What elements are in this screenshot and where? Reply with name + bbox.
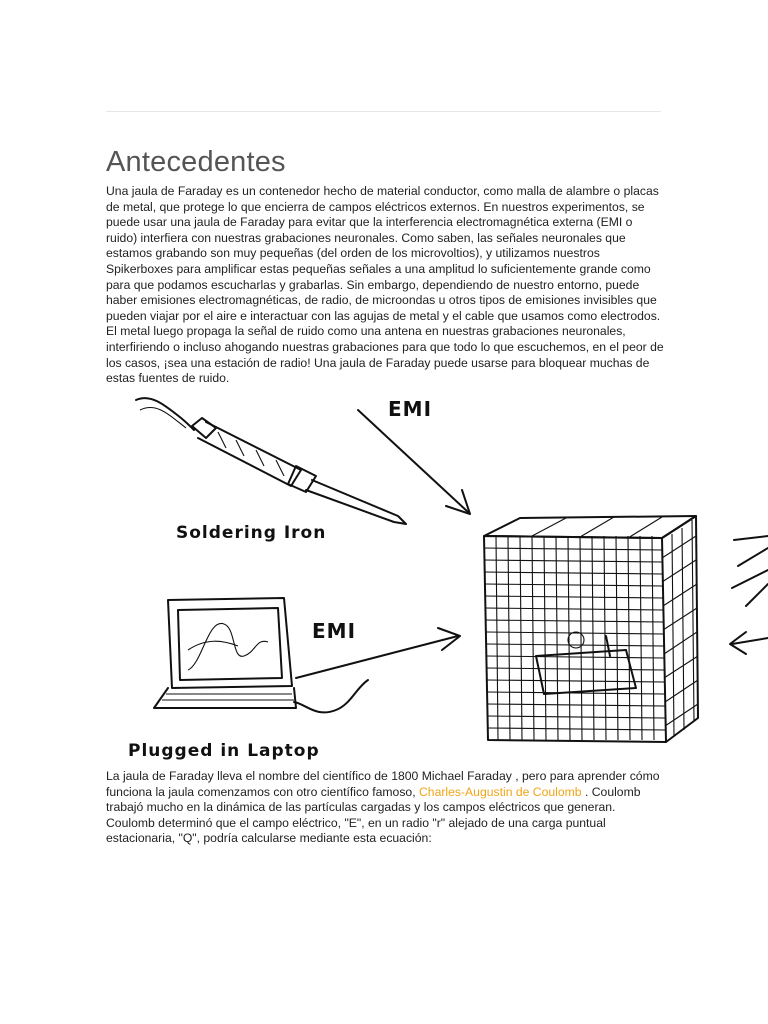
- illustration-svg: [106, 388, 768, 768]
- coulomb-link[interactable]: Charles-Augustin de Coulomb: [418, 784, 582, 799]
- laptop-drawing: [154, 598, 368, 712]
- faraday-cage-drawing: [484, 516, 698, 742]
- coulomb-paragraph: [106, 769, 664, 847]
- label-emi-top: EMI: [388, 397, 433, 421]
- right-edge-partial-drawing: [730, 536, 768, 654]
- label-plugged-laptop: Plugged in Laptop: [128, 741, 320, 761]
- paragraph-text-after-link: . Coulomb trabajó mucho en la dinámica de las partículas cargadas y los campos eléctricos que generan. Coulomb determinó que el campo eléctrico, "E", en un radio "r" alejado de una carga puntual estacionaria, "Q", podría calcularse mediante esta ecuación:: [106, 784, 641, 846]
- paragraph-text-before-link: La jaula de Faraday lleva el nombre del científico de 1800 Michael Faraday , pero para aprender cómo funciona la jaula comenzamos con otro científico famoso,: [106, 769, 660, 799]
- page-title: Antecedentes: [106, 146, 286, 178]
- top-divider: [106, 111, 661, 112]
- emi-arrow-top: [358, 410, 470, 514]
- label-soldering-iron: Soldering Iron: [176, 523, 327, 543]
- faraday-cage-illustration: [106, 388, 768, 768]
- label-emi-mid: EMI: [312, 619, 357, 643]
- intro-paragraph: Una jaula de Faraday es un contenedor hecho de material conductor, como malla de alambre o placas de metal, que protege lo que encierra de campos eléctricos externos. En nuestros experimentos, se puede usar una jaula de Faraday para evitar que la interferencia electromagnética externa (EMI o ruido) interfiera con nuestras grabaciones neuronales. Como saben, las señales neuronales que estamos grabando son muy pequeñas (del orden de los microvoltios), y utilizamos nuestros Spikerboxes para amplificar estas pequeñas señales a una amplitud lo suficientemente grande como para que podamos escucharlas y grabarlas. Sin embargo, dependiendo de nuestro entorno, puede haber emisiones electromagnéticas, de radio, de microondas u otros tipos de emisiones invisibles que pueden viajar por el aire e interactuar con las agujas de metal y el cable que usamos como electrodos. El metal luego propaga la señal de ruido como una antena en nuestras grabaciones neuronales, interfiriendo o incluso ahogando nuestras grabaciones para que todo lo que escuchemos, en el peor de los casos, ¡sea una estación de radio! Una jaula de Faraday puede usarse para bloquear muchas de estas fuentes de ruido.: [106, 184, 664, 386]
